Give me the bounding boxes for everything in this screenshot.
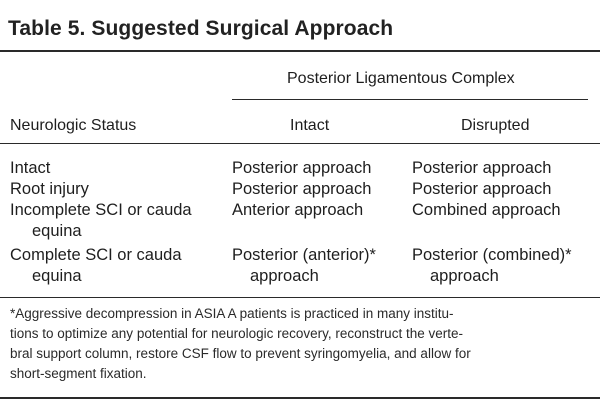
column-header-intact: Intact (290, 117, 330, 134)
row-intact-status: Intact (10, 159, 51, 177)
bottom-rule (0, 397, 600, 399)
group-header-plc: Posterior Ligamentous Complex (287, 70, 515, 87)
row-complete-sci-plc-intact-cont: approach (250, 267, 319, 285)
row-complete-sci-plc-disrupted-cont: approach (430, 267, 499, 285)
row-complete-sci-plc-disrupted: Posterior (combined)* (412, 246, 572, 264)
row-incomplete-sci-status: Incomplete SCI or cauda (10, 201, 192, 219)
column-header-neurologic-status: Neurologic Status (10, 117, 137, 134)
row-incomplete-sci-plc-intact: Anterior approach (232, 201, 364, 219)
row-complete-sci-plc-intact: Posterior (anterior)* (232, 246, 376, 264)
row-complete-sci-status-cont: equina (32, 267, 82, 285)
footnote-line: *Aggressive decompression in ASIA A patients is practiced in many institu- (10, 306, 454, 321)
column-header-disrupted: Disrupted (461, 117, 530, 134)
table-title: Table 5. Suggested Surgical Approach (8, 17, 394, 40)
group-header-rule (232, 99, 588, 100)
footnote-line: bral support column, restore CSF flow to prevent syringomyelia, and allow for (10, 346, 471, 361)
footnote-line: short-segment fixation. (10, 366, 147, 381)
row-root-injury-status: Root injury (10, 180, 89, 198)
row-incomplete-sci-plc-disrupted: Combined approach (412, 201, 561, 219)
row-root-injury-plc-intact: Posterior approach (232, 180, 372, 198)
row-incomplete-sci-status-cont: equina (32, 222, 82, 240)
row-root-injury-plc-disrupted: Posterior approach (412, 180, 552, 198)
top-rule (0, 50, 600, 52)
row-intact-plc-disrupted: Posterior approach (412, 159, 552, 177)
row-intact-plc-intact: Posterior approach (232, 159, 372, 177)
footnote-line: tions to optimize any potential for neurologic recovery, reconstruct the verte- (10, 326, 463, 341)
table-footnote (10, 304, 595, 384)
header-rule (0, 143, 600, 144)
footnote-rule (0, 297, 600, 298)
row-complete-sci-status: Complete SCI or cauda (10, 246, 182, 264)
